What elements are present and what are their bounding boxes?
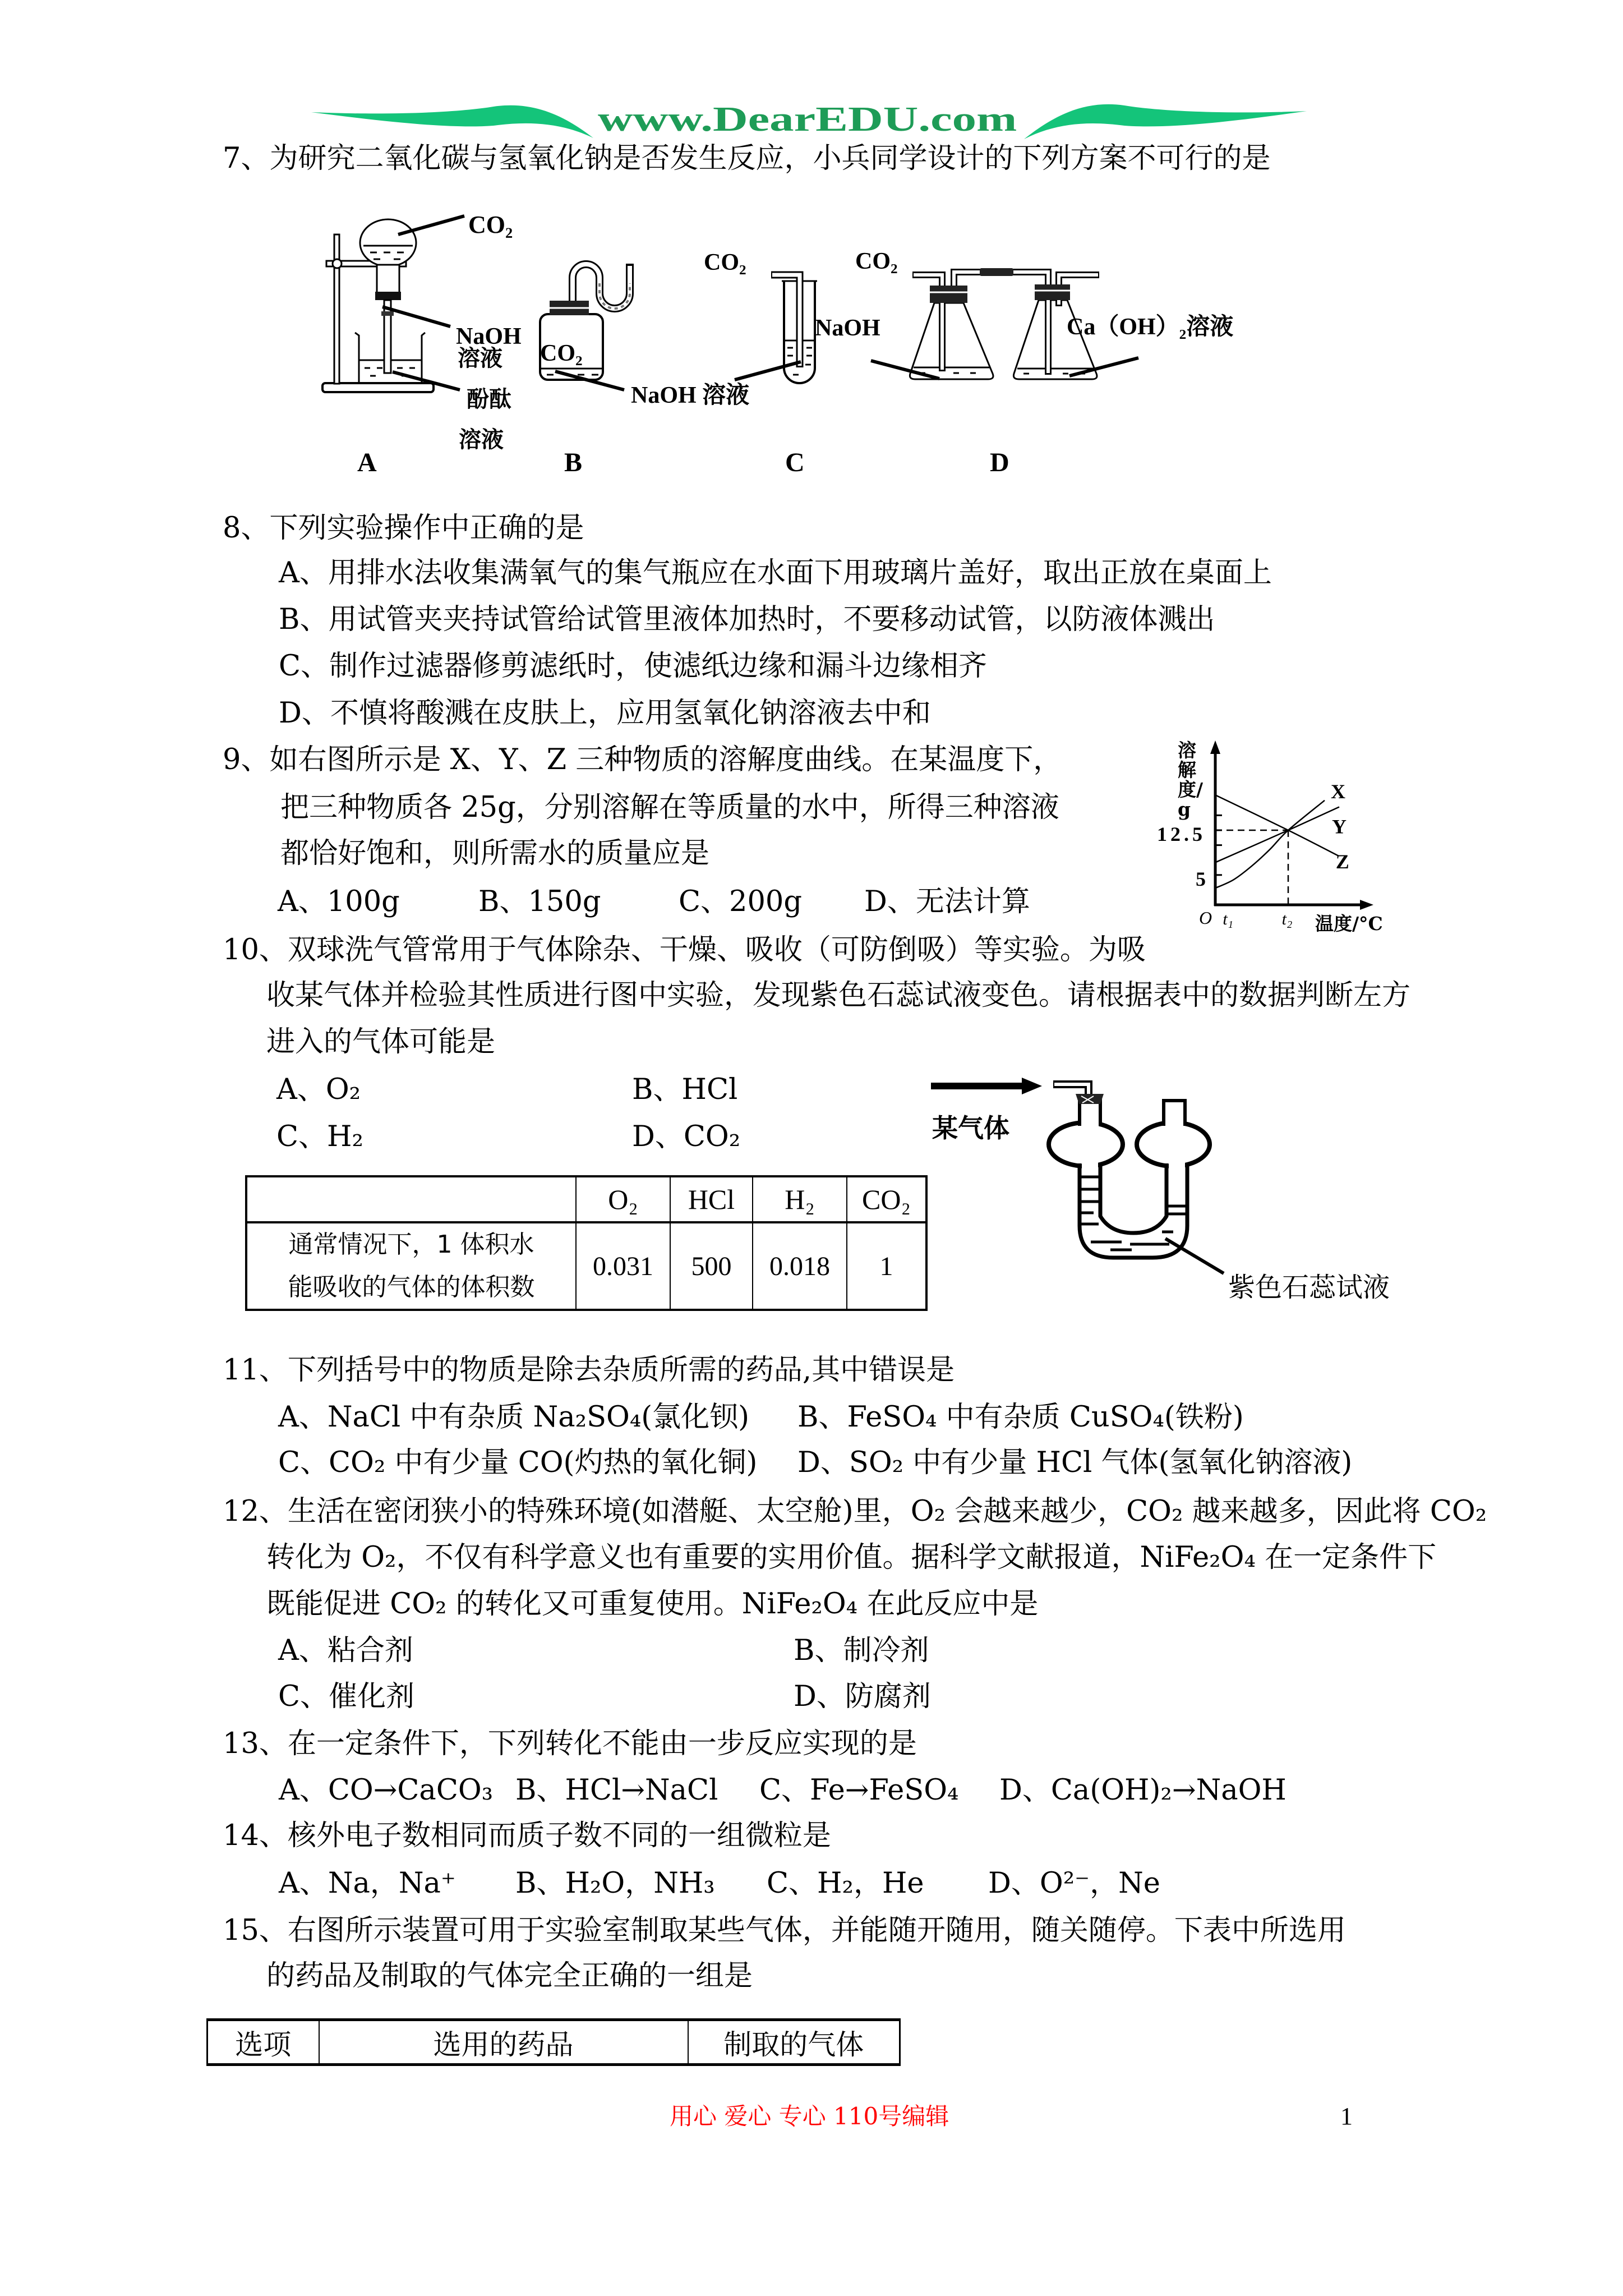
flask-neck <box>377 265 399 293</box>
q8-option-a: A、用排水法收集满氧气的集气瓶应在水面下用玻璃片盖好，取出正放在桌面上 <box>279 556 1272 590</box>
leader-line <box>1165 1239 1224 1273</box>
table-header-cell: CO₂ <box>847 1176 926 1222</box>
stand-rod <box>334 234 339 384</box>
leader-line <box>398 216 464 234</box>
q8-option-c: C、制作过滤器修剪滤纸时，使滤纸边缘和漏斗边缘相齐 <box>279 650 988 683</box>
gas-inlet-label: 某气体 <box>932 1113 1009 1143</box>
stem-junction <box>1082 1161 1098 1170</box>
q8-option-d: D、不慎将酸溅在皮肤上，应用氢氧化钠溶液去中和 <box>279 697 931 730</box>
q12-option-b: B、制冷剂 <box>794 1634 929 1667</box>
apparatus-c <box>735 275 817 383</box>
row-label-line: 通常情况下，1 体积水 <box>288 1230 534 1259</box>
rubber-connector <box>980 268 1013 276</box>
litmus-label: 紫色石蕊试液 <box>1228 1272 1390 1303</box>
q15-stem-line-1: 15、右图所示装置可用于实验室制取某些气体，并能随开随用，随关随停。下表中所选用 <box>223 1914 1346 1947</box>
clipped-label-fragment <box>459 426 515 453</box>
table-header-cell: H₂ <box>753 1176 847 1222</box>
apparatus-b <box>540 264 630 390</box>
figure-caption-c: C <box>785 448 805 477</box>
c-gas-label: CO₂ <box>704 250 746 275</box>
u-tube-inner-wall <box>1100 1163 1166 1233</box>
a-indicator-label: 酚酞 <box>467 386 511 412</box>
q9-option-a: A、100g <box>278 885 400 918</box>
solubility-chart <box>1150 729 1430 954</box>
clipped-label-fragment <box>458 345 514 371</box>
q12-stem-line-3: 既能促进 CO₂ 的转化又可重复使用。NiFe₂O₄ 在此反应中是 <box>266 1588 1039 1621</box>
flask <box>360 219 416 266</box>
right-ball <box>1137 1122 1210 1166</box>
q13-option-b: B、HCl→NaCl <box>515 1774 718 1807</box>
q9-stem-line-1: 9、如右图所示是 X、Y、Z 三种物质的溶解度曲线。在某温度下， <box>223 743 1062 776</box>
q12-stem-line-2: 转化为 O₂，不仅有科学意义也有重要的实用价值。据科学文献报道，NiFe₂O₄ 在一定条件下 <box>266 1541 1437 1574</box>
clipped-label-text: 溶液 <box>459 426 504 453</box>
q10-stem-line-2: 收某气体并检验其性质进行图中实验，发现紫色石蕊试液变色。请根据表中的数据判断左方 <box>266 979 1411 1012</box>
y-tick-label: 5 <box>1196 867 1206 890</box>
series-line-y <box>1215 807 1339 863</box>
x-tick-label: t₂ <box>1281 910 1293 928</box>
q14-option-b: B、H₂O，NH₃ <box>515 1867 715 1900</box>
a-gas-label: CO₂ <box>468 211 513 238</box>
q9-option-c: C、200g <box>679 885 803 918</box>
origin-label: O <box>1199 908 1212 928</box>
double-ball-washing-tube-figure <box>920 1066 1267 1313</box>
table-header-row <box>208 2020 900 2065</box>
q9-stem-line-3: 都恰好饱和，则所需水的质量应是 <box>280 837 710 870</box>
q11-stem: 11、下列括号中的物质是除去杂质所需的药品,其中错误是 <box>223 1354 955 1387</box>
table-row <box>246 1222 926 1310</box>
q12-option-d: D、防腐剂 <box>794 1680 931 1713</box>
stopper-left <box>930 286 967 303</box>
q15-stem-line-2: 的药品及制取的气体完全正确的一组是 <box>266 1959 753 1993</box>
q11-option-d: D、SO₂ 中有少量 HCl 气体(氢氧化钠溶液) <box>797 1446 1353 1479</box>
q10-option-a: A、O₂ <box>276 1073 361 1106</box>
table-header-cell: O₂ <box>576 1176 670 1222</box>
q8-option-b: B、用试管夹夹持试管给试管里液体加热时，不要移动试管，以防液体溅出 <box>279 603 1215 636</box>
figure-caption-b: B <box>564 448 583 477</box>
q13-option-c: C、Fe→FeSO₄ <box>759 1774 959 1807</box>
table-header-cell <box>246 1176 576 1222</box>
leader-line <box>382 307 450 326</box>
q13-option-d: D、Ca(OH)₂→NaOH <box>999 1774 1287 1807</box>
litmus-liquid <box>1081 1177 1186 1250</box>
y-tick-label: 12.5 <box>1157 823 1206 845</box>
logo-swoosh-left <box>311 105 593 138</box>
q12-stem-line-1: 12、生活在密闭狭小的特殊环境(如潜艇、太空舱)里，O₂ 会越来越少，CO₂ 越来越多，因此将 CO₂ <box>223 1495 1487 1528</box>
tube-clamp <box>381 311 394 316</box>
bc-solution-label: NaOH 溶液 <box>631 383 750 408</box>
chart-x-axis-label: 温度/°C <box>1315 913 1383 935</box>
series-label-z: Z <box>1335 850 1349 873</box>
left-ball <box>1049 1122 1123 1166</box>
q9-option-b: B、150g <box>478 885 601 918</box>
table-header-row <box>246 1176 926 1222</box>
table-header-cell: HCl <box>670 1176 753 1222</box>
q9-stem-line-2: 把三种物质各 25g，分别溶解在等质量的水中，所得三种溶液 <box>280 791 1059 824</box>
q13-stem: 13、在一定条件下，下列转化不能由一步反应实现的是 <box>223 1727 917 1760</box>
logo-swoosh-right <box>1024 104 1307 139</box>
q14-option-c: C、H₂，He <box>767 1867 924 1900</box>
neck-junction <box>1081 1120 1099 1128</box>
series-label-x: X <box>1331 780 1345 803</box>
figure-caption-d: D <box>990 448 1009 477</box>
stopper-right <box>1035 284 1070 300</box>
q11-option-c: C、CO₂ 中有少量 CO(灼热的氧化铜) <box>278 1446 758 1479</box>
q10-option-c: C、H₂ <box>276 1120 363 1153</box>
figure-caption-a: A <box>357 448 377 477</box>
gas-flow-arrow <box>931 1078 1042 1094</box>
table-row-label <box>246 1222 576 1310</box>
neck-junction <box>1165 1120 1183 1128</box>
y-axis-arrow <box>1210 740 1220 754</box>
q9-option-d: D、无法计算 <box>864 885 1030 918</box>
x-tick-label: t₁ <box>1223 910 1234 928</box>
q11-option-b: B、FeSO₄ 中有杂质 CuSO₄(铁粉) <box>797 1401 1244 1434</box>
gas-solubility-table <box>245 1175 928 1311</box>
glass-tube <box>384 300 391 373</box>
table-header-gas: 制取的气体 <box>688 2020 900 2065</box>
q12-option-c: C、催化剂 <box>278 1680 415 1713</box>
stem-junction <box>1169 1161 1185 1170</box>
table-cell: 0.018 <box>753 1222 847 1310</box>
q7-stem: 7、为研究二氧化碳与氢氧化钠是否发生反应，小兵同学设计的下列方案不可行的是 <box>223 142 1271 175</box>
reagent-gas-table <box>206 2018 901 2066</box>
table-cell: 0.031 <box>576 1222 670 1310</box>
q13-option-a: A、CO→CaCO₃ <box>279 1774 494 1807</box>
q12-option-a: A、粘合剂 <box>278 1634 413 1667</box>
q10-stem-line-3: 进入的气体可能是 <box>266 1025 496 1059</box>
table-header-reagents: 选用的药品 <box>319 2020 688 2065</box>
q10-stem-line-1: 10、双球洗气管常用于气体除杂、干燥、吸收（可防倒吸）等实验。为吸 <box>223 933 1146 967</box>
b-gas-label: CO₂ <box>540 341 583 366</box>
clipped-label-text: 溶液 <box>458 345 502 371</box>
d-gas-label: CO₂ <box>855 249 898 274</box>
d-reagent-label: NaOH <box>815 315 880 341</box>
table-header-option: 选项 <box>208 2020 319 2065</box>
row-label-line: 能吸收的气体的体积数 <box>288 1273 535 1301</box>
d-limewater-label: Ca（OH）₂溶液 <box>1067 314 1234 340</box>
a-reagent-label: NaOH <box>456 324 522 349</box>
q14-option-d: D、O²⁻，Ne <box>988 1867 1160 1900</box>
q8-stem: 8、下列实验操作中正确的是 <box>223 512 584 545</box>
apparatus-a <box>322 216 464 392</box>
chart-y-axis-label: 溶解度/g <box>1178 739 1204 820</box>
clamp-screw <box>333 259 342 268</box>
stopper <box>375 292 401 300</box>
q14-stem: 14、核外电子数相同而质子数不同的一组微粒是 <box>223 1819 831 1852</box>
table-cell: 1 <box>847 1222 926 1310</box>
footer-slogan: 用心 爱心 专心 110号编辑 <box>670 2102 949 2130</box>
chart-marks <box>1215 795 1339 905</box>
series-line-x <box>1215 800 1325 888</box>
q10-option-d: D、CO₂ <box>632 1120 741 1153</box>
series-label-y: Y <box>1332 815 1347 838</box>
table-cell: 500 <box>670 1222 753 1310</box>
logo-text: www.DearEDU.com <box>598 100 1017 139</box>
x-axis-arrow <box>1360 900 1373 910</box>
q11-option-a: A、NaCl 中有杂质 Na₂SO₄(氯化钡) <box>278 1401 750 1434</box>
q14-option-a: A、Na，Na⁺ <box>279 1867 456 1900</box>
q10-option-b: B、HCl <box>632 1073 738 1106</box>
page-number: 1 <box>1340 2102 1353 2130</box>
